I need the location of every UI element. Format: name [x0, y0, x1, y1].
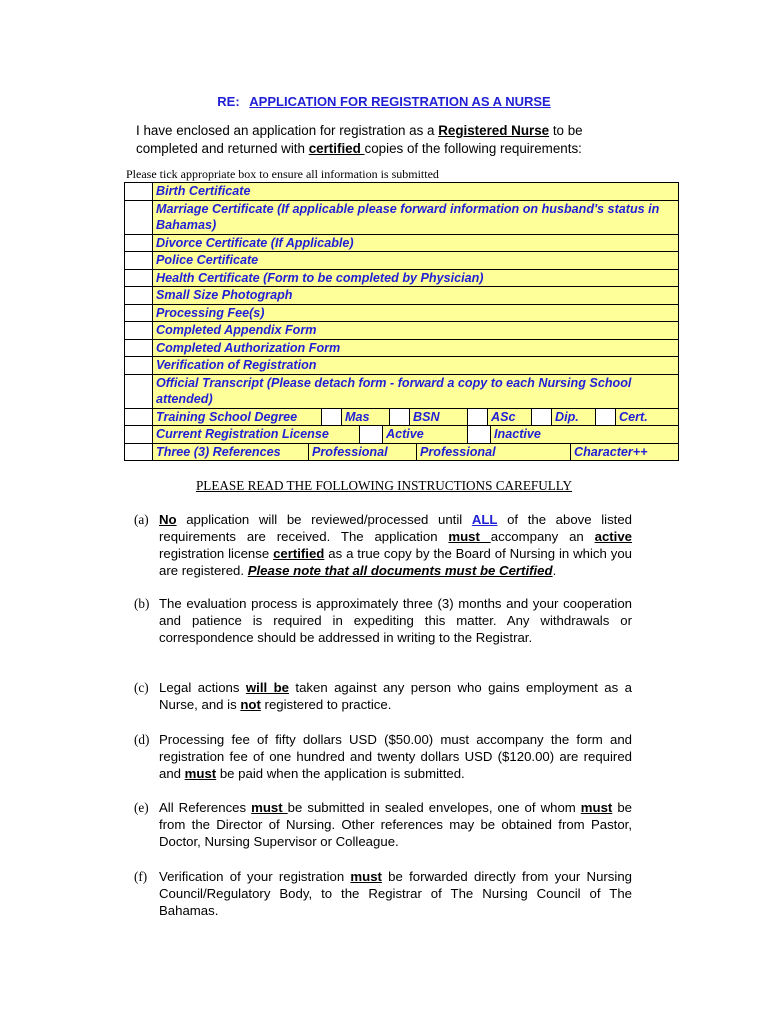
table-row [125, 183, 679, 201]
checkbox-health-certificate[interactable] [125, 269, 153, 287]
instruction-text: . [552, 563, 557, 578]
table-row [125, 269, 679, 287]
registration-license-row [153, 426, 679, 444]
requirement-processing-fees: Processing Fee(s) [153, 304, 679, 322]
reference-professional-2: Professional [417, 444, 571, 461]
checkbox-training-degree[interactable] [125, 408, 153, 426]
checkbox-authorization-form[interactable] [125, 339, 153, 357]
instruction-text: taken against any person who gains employment as a Nurse, and is [159, 680, 632, 712]
requirement-transcript: Official Transcript (Please detach form - forward a copy to each Nursing School attended) [153, 374, 679, 408]
instruction-label: (d) [134, 732, 150, 747]
checkbox-active[interactable] [360, 426, 383, 443]
option-bsn: BSN [410, 409, 468, 426]
table-row [125, 357, 679, 375]
reference-character: Character++ [571, 444, 679, 461]
requirement-divorce-certificate: Divorce Certificate (If Applicable) [153, 234, 679, 252]
requirement-verification: Verification of Registration [153, 357, 679, 375]
checkbox-police-certificate[interactable] [125, 252, 153, 270]
intro-text-1: I have enclosed an application for registration as a [136, 123, 439, 138]
table-row [125, 322, 679, 340]
intro-paragraph [136, 122, 636, 157]
table-row [125, 339, 679, 357]
instruction-a [134, 511, 632, 579]
table-row [125, 234, 679, 252]
instruction-c [134, 679, 632, 713]
option-cert: Cert. [616, 409, 679, 426]
instruction-text: be submitted in sealed envelopes, one of whom [287, 800, 581, 815]
instruction-text: be forwarded directly from your Nursing Council/Regulatory Body, to the Registrar of The Nursing Council of The Bahamas. [159, 869, 632, 918]
must-emphasis: must [251, 800, 288, 815]
instruction-label: (a) [134, 512, 149, 527]
all-emphasis: ALL [471, 512, 498, 527]
heading-prefix: RE: [217, 94, 240, 109]
intro-certified: certified [308, 140, 365, 156]
table-row [125, 408, 679, 426]
intro-text-3: copies of the following requirements: [364, 140, 582, 156]
checkbox-mas[interactable] [322, 409, 342, 426]
instruction-text: Processing fee of fifty dollars USD ($50.00) must accompany the form and registration fee of one hundred and twenty dollars USD ($120.00) are required and [159, 732, 632, 781]
checkbox-dip[interactable] [532, 409, 552, 426]
instruction-text: The evaluation process is approximately three (3) months and your cooperation and patience is required in expediting this matter. Any withdrawals or correspondence should be addressed in writing to the Registrar. [159, 596, 632, 645]
option-asc: ASc [488, 409, 532, 426]
option-inactive: Inactive [491, 426, 679, 443]
instructions-title: PLEASE READ THE FOLLOWING INSTRUCTIONS CAREFULLY [195, 478, 573, 493]
option-mas: Mas [342, 409, 390, 426]
no-emphasis: No [159, 512, 177, 527]
must-emphasis: must [580, 800, 613, 815]
references-row [153, 443, 679, 461]
heading-title: APPLICATION FOR REGISTRATION AS A NURSE [249, 94, 551, 109]
document-heading [0, 94, 768, 109]
checkbox-asc[interactable] [468, 409, 488, 426]
instruction-f [134, 868, 632, 919]
instruction-text: All References [159, 800, 252, 815]
instruction-label: (b) [134, 596, 150, 611]
checkbox-appendix-form[interactable] [125, 322, 153, 340]
instruction-text: be paid when the application is submitted. [216, 766, 465, 781]
instruction-label: (f) [134, 869, 148, 884]
training-degree-row [153, 408, 679, 426]
table-row [125, 252, 679, 270]
instruction-text: be from the Director of Nursing. Other references may be obtained from Pastor, Doctor, Nursing Supervisor or Colleague. [159, 800, 632, 849]
table-row [125, 374, 679, 408]
instruction-d [134, 731, 632, 782]
table-row [125, 200, 679, 234]
checkbox-divorce-certificate[interactable] [125, 234, 153, 252]
table-row [125, 304, 679, 322]
must-emphasis: must [448, 529, 491, 544]
active-emphasis: active [594, 529, 633, 544]
reference-professional-1: Professional [309, 444, 417, 461]
instruction-e [134, 799, 632, 850]
references-label: Three (3) References [153, 444, 309, 461]
checkbox-registration-license[interactable] [125, 426, 153, 444]
intro-text-2: to be completed and returned with [136, 123, 583, 156]
registration-license-label: Current Registration License [153, 426, 360, 443]
requirement-marriage-certificate: Marriage Certificate (If applicable please forward information on husband's status in Bahamas) [153, 200, 679, 234]
checkbox-bsn[interactable] [390, 409, 410, 426]
checkbox-photograph[interactable] [125, 287, 153, 305]
checkbox-inactive[interactable] [468, 426, 491, 443]
instruction-text: registered to practice. [260, 697, 392, 712]
instruction-text: accompany an [490, 529, 595, 544]
instruction-text: registration license [159, 546, 274, 561]
tick-note: Please tick appropriate box to ensure all information is submitted [126, 167, 439, 181]
checkbox-processing-fees[interactable] [125, 304, 153, 322]
checkbox-cert[interactable] [596, 409, 616, 426]
training-degree-label: Training School Degree [153, 409, 322, 426]
requirement-appendix-form: Completed Appendix Form [153, 322, 679, 340]
requirements-table [124, 182, 679, 461]
instruction-text: Verification of your registration [159, 869, 351, 884]
instruction-b [134, 595, 632, 646]
requirement-authorization-form: Completed Authorization Form [153, 339, 679, 357]
instruction-label: (c) [134, 680, 149, 695]
checkbox-transcript[interactable] [125, 374, 153, 408]
requirement-birth-certificate: Birth Certificate [153, 183, 679, 201]
checkbox-verification[interactable] [125, 357, 153, 375]
checkbox-marriage-certificate[interactable] [125, 200, 153, 234]
certified-note: Please note that all documents must be Certified [247, 563, 553, 578]
requirement-health-certificate: Health Certificate (Form to be completed by Physician) [153, 269, 679, 287]
checkbox-references[interactable] [125, 443, 153, 461]
not-emphasis: not [240, 697, 261, 712]
instruction-text: application will be reviewed/processed until [176, 512, 472, 527]
option-active: Active [383, 426, 468, 443]
instruction-text: of the above listed requirements are received. The application [159, 512, 632, 544]
option-dip: Dip. [552, 409, 596, 426]
must-emphasis: must [350, 869, 382, 884]
table-row [125, 443, 679, 461]
must-emphasis: must [184, 766, 217, 781]
intro-registered-nurse: Registered Nurse [438, 123, 550, 138]
table-row [125, 426, 679, 444]
will-be-emphasis: will be [245, 680, 289, 695]
instruction-text: Legal actions [159, 680, 246, 695]
certified-emphasis: certified [273, 546, 325, 561]
table-row [125, 287, 679, 305]
requirement-police-certificate: Police Certificate [153, 252, 679, 270]
checkbox-birth-certificate[interactable] [125, 183, 153, 201]
requirement-photograph: Small Size Photograph [153, 287, 679, 305]
instruction-label: (e) [134, 800, 149, 815]
instruction-text: as a true copy by the Board of Nursing in which you are registered. [159, 546, 632, 578]
